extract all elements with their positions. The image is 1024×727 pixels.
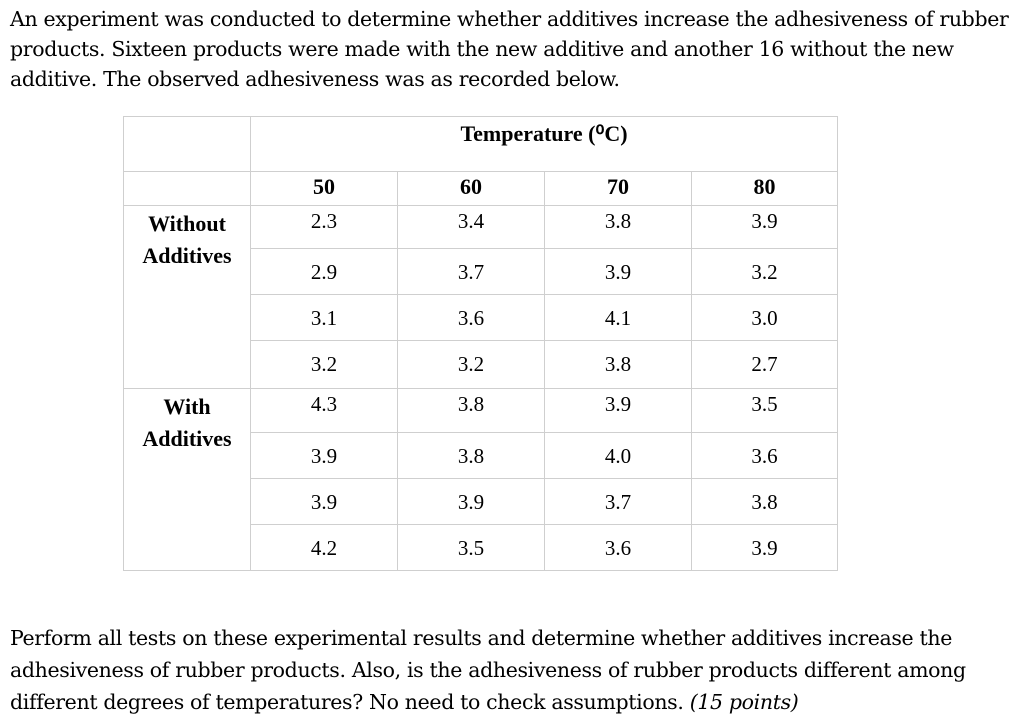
group-label-line: Additives <box>142 426 232 451</box>
table-cell: 3.9 <box>398 479 545 525</box>
table-cell: 3.9 <box>545 249 692 295</box>
points-note: (15 points) <box>689 690 799 714</box>
table-cell: 3.9 <box>692 525 838 571</box>
table-cell: 4.3 <box>251 389 398 433</box>
table-cell: 2.9 <box>251 249 398 295</box>
group-label-with-additives <box>124 389 251 571</box>
table-cell: 3.5 <box>692 389 838 433</box>
temperature-title: Temperature (⁰C) <box>251 117 838 172</box>
table-cell: 2.7 <box>692 341 838 389</box>
table-cell: 4.0 <box>545 433 692 479</box>
prompt-line <box>10 686 1018 718</box>
table-cell: 3.2 <box>398 341 545 389</box>
table-cell: 3.1 <box>251 295 398 341</box>
table-cell: 4.2 <box>251 525 398 571</box>
group-label-line: With <box>163 394 211 419</box>
prompt-line-text: different degrees of temperatures? No need to check assumptions. <box>10 690 690 714</box>
blank-label-cell <box>124 172 251 206</box>
table-cell: 3.8 <box>692 479 838 525</box>
question-intro <box>10 4 1018 94</box>
table-cell: 3.6 <box>398 295 545 341</box>
adhesiveness-table <box>123 116 838 571</box>
group-label-line: Additives <box>142 243 232 268</box>
temp-header-80: 80 <box>692 172 838 206</box>
table-cell: 3.8 <box>398 433 545 479</box>
prompt-line: adhesiveness of rubber products. Also, is the adhesiveness of rubber products different among <box>10 658 966 682</box>
table-cell: 3.2 <box>251 341 398 389</box>
temp-header-50: 50 <box>251 172 398 206</box>
temp-header-60: 60 <box>398 172 545 206</box>
table-cell: 3.7 <box>545 479 692 525</box>
group-label-line: Without <box>148 211 226 236</box>
question-prompt <box>10 622 1018 718</box>
table-cell: 3.9 <box>251 433 398 479</box>
table-cell: 3.7 <box>398 249 545 295</box>
group-label-without-additives <box>124 206 251 389</box>
table-cell: 3.6 <box>545 525 692 571</box>
table-cell: 3.9 <box>545 389 692 433</box>
table-cell: 3.4 <box>398 206 545 249</box>
table-cell: 3.8 <box>545 206 692 249</box>
table-cell: 3.9 <box>251 479 398 525</box>
prompt-line: Perform all tests on these experimental results and determine whether additives increase the <box>10 626 953 650</box>
table-cell: 3.8 <box>398 389 545 433</box>
intro-line: additive. The observed adhesiveness was as recorded below. <box>10 67 620 91</box>
table-cell: 3.6 <box>692 433 838 479</box>
table-cell: 4.1 <box>545 295 692 341</box>
table-cell: 3.8 <box>545 341 692 389</box>
intro-line: An experiment was conducted to determine whether additives increase the adhesiveness of rubber <box>10 7 1009 31</box>
intro-line: products. Sixteen products were made with the new additive and another 16 without the new <box>10 37 954 61</box>
temp-header-70: 70 <box>545 172 692 206</box>
table-cell: 3.0 <box>692 295 838 341</box>
table-cell: 2.3 <box>251 206 398 249</box>
table-cell: 3.2 <box>692 249 838 295</box>
corner-cell <box>124 117 251 172</box>
table-cell: 3.9 <box>692 206 838 249</box>
table-cell: 3.5 <box>398 525 545 571</box>
